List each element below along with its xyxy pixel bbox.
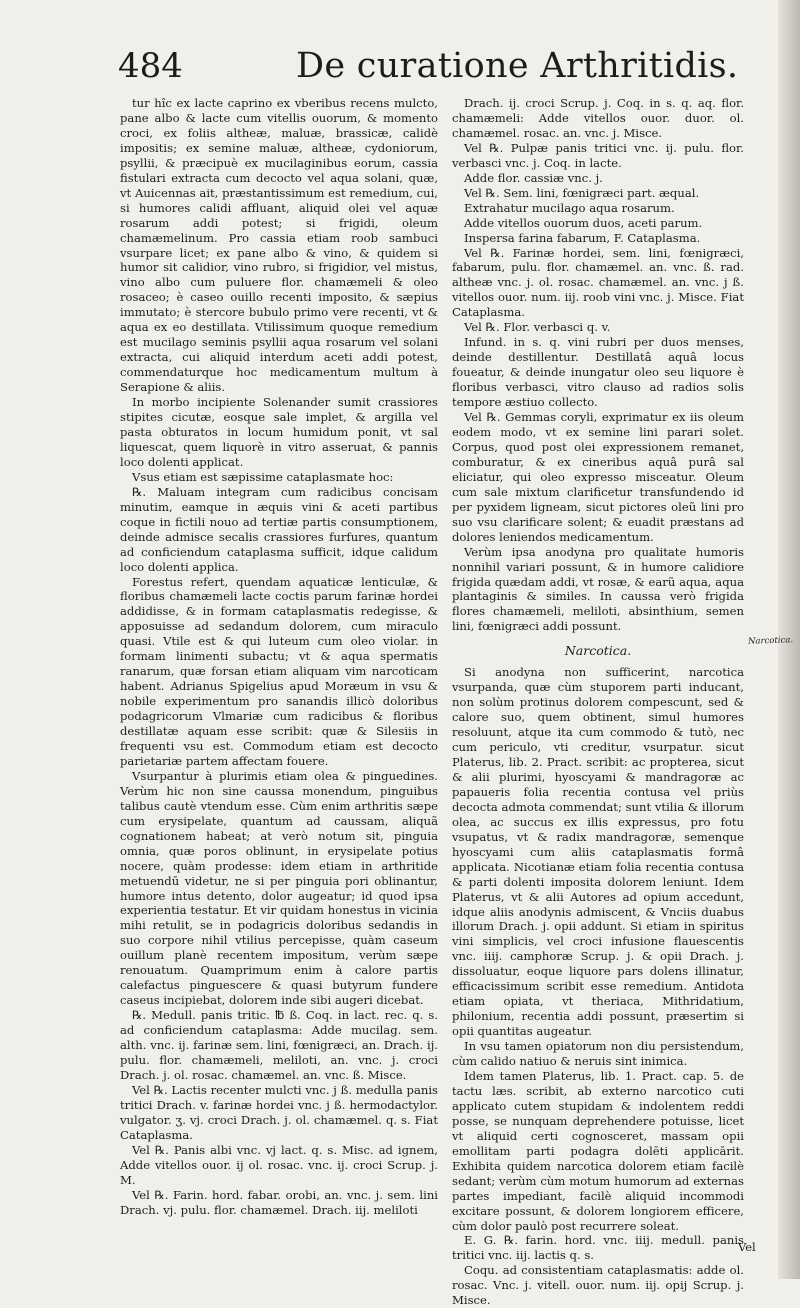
recipe: E. G. ℞. farin. hord. vnc. iiij. medull. panis tritici vnc. iij. lactis q. s. — [452, 1233, 744, 1263]
left-column — [120, 96, 438, 1246]
paragraph: Verùm ipsa anodyna pro qualitate humoris nonnihil variari possunt, & in humore calidiore frigida quædam addi, vt rosæ, & earũ aqua, aqua plantaginis & similes. In caussa verò frigida flores chamæmeli, meliloti, absinthium, semen lini, fœnigræci addi possunt. — [452, 544, 744, 634]
recipe: Drach. ij. croci Scrup. j. Coq. in s. q. aq. flor. chamæmeli: Adde vitellos ouor. duor. ol. chamæmel. rosac. an. vnc. j. Misce. — [452, 96, 744, 140]
paragraph: Vsus etiam est sæpissime cataplasmate hoc: — [132, 469, 394, 484]
recipe: Extrahatur mucilago aqua rosarum. — [464, 200, 675, 215]
paragraph: In morbo incipiente Solenander sumit crassiores stipites cicutæ, eosque sale implet, & argilla vel pasta obturatos in locum humidum ponit, vt sal liquescat, quem liquorè in vitro asseruat, & pannis loco dolenti applicat. — [120, 395, 438, 469]
right-column — [452, 96, 744, 1308]
recipe: Coqu. ad consistentiam cataplasmatis: adde ol. rosac. Vnc. j. vitell. ouor. num. iij. opij Scrup. j. Misce. — [452, 1263, 744, 1308]
paragraph: Vsurpantur à plurimis etiam olea & pinguedines. Verùm hic non sine caussa monendum, pinguibus talibus cautè vtendum esse. Cùm enim arthritis sæpe cum erysipelate, quantum ad caussam, aliquã cognationem habeat; at verò notum sit, pinguia omnia, quæ poros oblinunt, in erysipelate potius nocere, quàm prodesse: idem etiam in arthritide metuendū videtur, ne si per pinguia pori oblinantur, humore intus detento, dolor augeatur; id quod ipsa experientia testatur. Et vir quidam honestus in vicinia mihi retulit, se in podagricis doloribus sedandis in suo corpore nihil vtilius percepisse, quàm caseum ouillum planè recentem impositum, verùm sæpe renouatum. Quamprimum enim à calore partis calefactus pinguescere & quasi butyrum fundere caseus incipiebat, dolorem inde sibi augeri dicebat. — [120, 768, 438, 1008]
paragraph: tur hîc ex lacte caprino ex vberibus recens mulcto, pane albo & lacte cum vitellis ouorum, & momento croci, ex foliis altheæ, maluæ, brassicæ, calidè impositis; ex semine maluæ, altheæ, cydoniorum, psyllii, & præcipuè ex mucilaginibus eorum, cassia fistulari extracta cum decocto vel aqua solani, quæ, vt Auicennas ait, præstantissimum est remedium, cui, si humores calidi affluant, aliquid olei vel aquæ rosarum addi potest; si frigidi, oleum chamæmelinum. Pro cassia etiam roob sambuci vsurpare licet; ex pane albo & vino, & quidem si humor sit calidior, vino rubro, si frigidior, vel mistus, vino albo cum puluere flor. chamæmeli & oleo rosaceo; è caseo ouillo recenti imposito, & sæpius immutato; è stercore bubulo primo vere recenti, vt & aqua ex eo destillata. Vtilissimum quoque remedium est mucilago seminis psyllii aqua rosarum vel solani extracta, cui aliquid interdum aceti addi potest, commendaturque hoc medicamentum multum à Serapione & aliis. — [120, 96, 438, 395]
recipe: Vel ℞. Farin. hord. fabar. orobi, an. vnc. j. sem. lini Drach. vj. pulu. flor. chamæmel. Drach. iij. meliloti — [120, 1187, 438, 1217]
paragraph: Si anodyna non sufficerint, narcotica vsurpanda, quæ cùm stuporem parti inducant, non solùm protinus dolorem compescunt, sed & calore suo, quem obtinent, simul humores resoluunt, atque ita cum commodo & tutò, nec cum periculo, vti creditur, vsurpatur. sicut Platerus, lib. 2. Pract. scribit: ac propterea, sicut & alii plurimi, hyoscyami & mandragoræ ac papaueris folia recentia contusa vel priùs decocta admota commendat; sunt vtilia & illorum olea, ac succus ex illis expressus, pro fotu vsupatus, vt & radix mandragoræ, semenque hyoscyami cum aliis cataplasmatis formâ applicata. Nicotianæ etiam folia recentia contusa & parti dolenti imposita dolorem leniunt. Idem Platerus, vt & alii Autores ad opium accedunt, idque aliis anodynis admiscent, & Vnciis duabus illorum Drach. j. opii addunt. Si etiam in spiritus vini simplicis, vel croci infusione flauescentis vnc. iiij. camphoræ Scrup. j. & opii Drach. j. dissoluatur, eoque liquore pars dolens illinatur, efficacissimum scribit esse remedium. Antidota etiam opiata, vt theriaca, Mithridatium, philonium, recentia addi possunt, præsertim si opii quantitas augeatur. — [452, 665, 744, 1039]
paragraph: Idem tamen Platerus, lib. 1. Pract. cap. 5. de tactu læs. scribit, ab externo narcotico cuti applicato cutem stupidam & indolentem reddi posse, se nunquam deprehendere potuisse, licet vt aliquid certi cognosceret, massam opii emollitam parti podagra dolēti applicārit. Exhibita quidem narcotica dolorem etiam facilè sedant; verùm cùm motum humorum ad externas partes impediant, facilè aliquid incommodi excitare possunt, & dolorem longiorem efficere, cùm dolor paulò post recurrere soleat. — [452, 1069, 744, 1233]
running-title: De curatione Arthritidis. — [296, 46, 739, 86]
marginal-note: Narcotica. — [747, 635, 794, 647]
section-heading: Narcotica. — [564, 643, 632, 659]
recipe: ℞. Medull. panis tritic. ℔ ß. Coq. in lact. rec. q. s. ad conficiendum cataplasma: Adde mucilag. sem. alth. vnc. ij. farinæ sem. lini, fœnigræci, an. Drach. ij. pulu. flor. chamæmeli, meliloti, an. vnc. j. croci Drach. j. ol. rosac. chamæmel. an. vnc. ß. Misce. — [120, 1008, 438, 1082]
paragraph: Forestus refert, quendam aquaticæ lenticulæ, & floribus chamæmeli lacte coctis parum farinæ hordei addidisse, & in formam cataplasmatis redegisse, & apposuisse ad sedandum dolorem, cum miraculo quasi. Vtile est & qui luteum cum oleo violar. in formam linimenti subactu; vt & aqua spermatis ranarum, quæ forsan etiam aliquam vim narcoticam habent. Adrianus Spigelius apud Moræum in vsu & nobile experimentum pro sanandis illicò doloribus podagricorum Vlmariæ cum radicibus & floribus destillatæ aquam esse scribit: quæ & Silesiis in frequenti vsu est. Commodum etiam est decocto parietariæ partem affectam fouere. — [120, 574, 438, 768]
recipe: Vel ℞. Farinæ hordei, sem. lini, fœnigræci, fabarum, pulu. flor. chamæmel. an. vnc. ß. rad. altheæ vnc. j. ol. rosac. chamæmel. an. vnc. j ß. vitellos ouor. num. iij. roob vini vnc. j. Misce. Fiat Cataplasma. — [452, 245, 744, 320]
recipe: Vel ℞. Flor. verbasci q. v. — [464, 320, 611, 335]
recipe: Vel ℞. Pulpæ panis tritici vnc. ij. pulu. flor. verbasci vnc. j. Coq. in lacte. — [452, 140, 744, 170]
page-header — [118, 44, 758, 92]
recipe: Vel ℞. Sem. lini, fœnigræci part. æqual. — [464, 185, 700, 200]
recipe: Adde flor. cassiæ vnc. j. — [464, 170, 603, 185]
paragraph: In vsu tamen opiatorum non diu persistendum, cùm calido natiuo & neruis sint inimica. — [452, 1039, 744, 1069]
recipe: ℞. Maluam integram cum radicibus concisam minutim, eamque in æquis vini & aceti partibus coque in fictili nouo ad tertiæ partis consumptionem, deinde admisce secalis crassiores furfures, quantum ad conficiendum cataplasma sufficit, idque calidum loco dolenti applica. — [120, 484, 438, 574]
recipe: Inspersa farina fabarum, F. Cataplasma. — [464, 230, 701, 245]
catchword: Vel — [738, 1240, 756, 1254]
recipe: Vel ℞. Panis albi vnc. vj lact. q. s. Misc. ad ignem, Adde vitellos ouor. ij ol. rosac. vnc. ij. croci Scrup. j. M. — [120, 1142, 438, 1187]
recipe: Adde vitellos ouorum duos, aceti parum. — [464, 215, 703, 230]
page-number: 484 — [118, 46, 183, 86]
recipe: Vel ℞. Lactis recenter mulcti vnc. j ß. medulla panis tritici Drach. v. farinæ hordei vnc. j ß. hermodactylor. vulgator. ʒ. vj. croci Drach. j. ol. chamæmel. q. s. Fiat Cataplasma. — [120, 1082, 438, 1142]
paragraph: Infund. in s. q. vini rubri per duos menses, deinde destillentur. Destillatâ aquâ locus foueatur, & deinde inungatur oleo seu liquore è floribus verbasci, vitro clauso ad radios solis tempore æstiuo collecto. — [452, 335, 744, 410]
recipe: Vel ℞. Gemmas coryli, exprimatur ex iis oleum eodem modo, vt ex semine lini parari solet. Corpus, quod post olei expressionem remanet, comburatur, & ex cineribus aquâ purâ sal eliciatur, qui oleo expresso misceatur. Oleum cum sale mixtum clarificetur transfundendo id per pyxidem ligneam, sicut pictores oleũ lini pro suo vsu clarificare solent; & euadit præstans ad dolores leniendos medicamentum. — [452, 410, 744, 544]
